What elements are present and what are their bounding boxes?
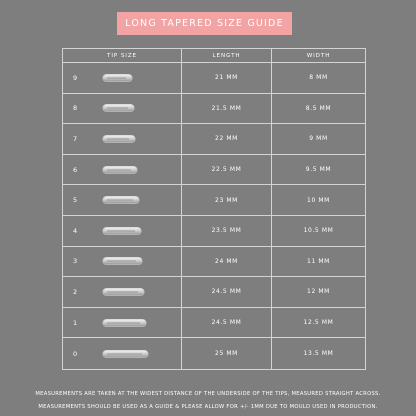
nail-tip-image bbox=[103, 319, 146, 326]
header-width: WIDTH bbox=[272, 49, 365, 63]
tip-size-cell bbox=[63, 216, 182, 247]
tip-size-cell bbox=[63, 94, 182, 125]
length-cell: 22 MM bbox=[182, 124, 272, 155]
tip-size-cell bbox=[63, 277, 182, 308]
nail-tip-image bbox=[103, 350, 148, 357]
nail-tip-image bbox=[103, 288, 144, 295]
tip-size-cell bbox=[63, 155, 182, 186]
width-cell: 12 MM bbox=[272, 277, 365, 308]
nail-tip-image bbox=[103, 135, 135, 142]
nail-tip-image bbox=[103, 258, 142, 265]
tip-size-number: 7 bbox=[73, 134, 78, 143]
tip-size-number: 6 bbox=[73, 165, 78, 174]
length-cell: 23 MM bbox=[182, 185, 272, 216]
length-cell: 25 MM bbox=[182, 338, 272, 369]
header-tip-size: TIP SIZE bbox=[63, 49, 182, 63]
tip-size-cell bbox=[63, 185, 182, 216]
tip-size-number: 2 bbox=[73, 287, 78, 296]
tip-size-cell bbox=[63, 338, 182, 369]
length-cell: 21 MM bbox=[182, 63, 272, 94]
tip-size-cell bbox=[63, 308, 182, 339]
tip-size-number: 4 bbox=[73, 226, 78, 235]
tip-size-cell bbox=[63, 124, 182, 155]
length-cell: 23.5 MM bbox=[182, 216, 272, 247]
width-cell: 11 MM bbox=[272, 247, 365, 278]
width-cell: 9.5 MM bbox=[272, 155, 365, 186]
length-cell: 22.5 MM bbox=[182, 155, 272, 186]
tip-size-number: 5 bbox=[73, 196, 78, 205]
width-cell: 12.5 MM bbox=[272, 308, 365, 339]
width-cell: 9 MM bbox=[272, 124, 365, 155]
footnote-tolerance: MEASUREMENTS SHOULD BE USED AS A GUIDE & PLEASE ALLOW FOR +/- 1MM DUE TO MOULD USED IN PRODUCTION. bbox=[38, 404, 378, 410]
width-cell: 8 MM bbox=[272, 63, 365, 94]
tip-size-cell bbox=[63, 63, 182, 94]
length-cell: 24.5 MM bbox=[182, 308, 272, 339]
tip-size-number: 0 bbox=[73, 349, 78, 358]
nail-tip-image bbox=[103, 74, 132, 81]
page-title: LONG TAPERED SIZE GUIDE bbox=[117, 12, 292, 35]
tip-size-number: 1 bbox=[73, 318, 78, 327]
tip-size-number: 8 bbox=[73, 104, 78, 113]
tip-size-cell bbox=[63, 247, 182, 278]
footnote-measurement-method: MEASUREMENTS ARE TAKEN AT THE WIDEST DISTANCE OF THE UNDERSIDE OF THE TIPS, MEASURED STRAIGHT ACROSS. bbox=[35, 391, 381, 397]
length-cell: 24.5 MM bbox=[182, 277, 272, 308]
width-cell: 10 MM bbox=[272, 185, 365, 216]
length-cell: 24 MM bbox=[182, 247, 272, 278]
size-table bbox=[62, 48, 366, 370]
width-cell: 10.5 MM bbox=[272, 216, 365, 247]
nail-tip-image bbox=[103, 105, 134, 112]
header-length: LENGTH bbox=[182, 49, 272, 63]
nail-tip-image bbox=[103, 227, 141, 234]
tip-size-number: 3 bbox=[73, 257, 78, 266]
tip-size-number: 9 bbox=[73, 73, 78, 82]
width-cell: 8.5 MM bbox=[272, 94, 365, 125]
nail-tip-image bbox=[103, 197, 139, 204]
length-cell: 21.5 MM bbox=[182, 94, 272, 125]
nail-tip-image bbox=[103, 166, 137, 173]
width-cell: 13.5 MM bbox=[303, 350, 334, 358]
